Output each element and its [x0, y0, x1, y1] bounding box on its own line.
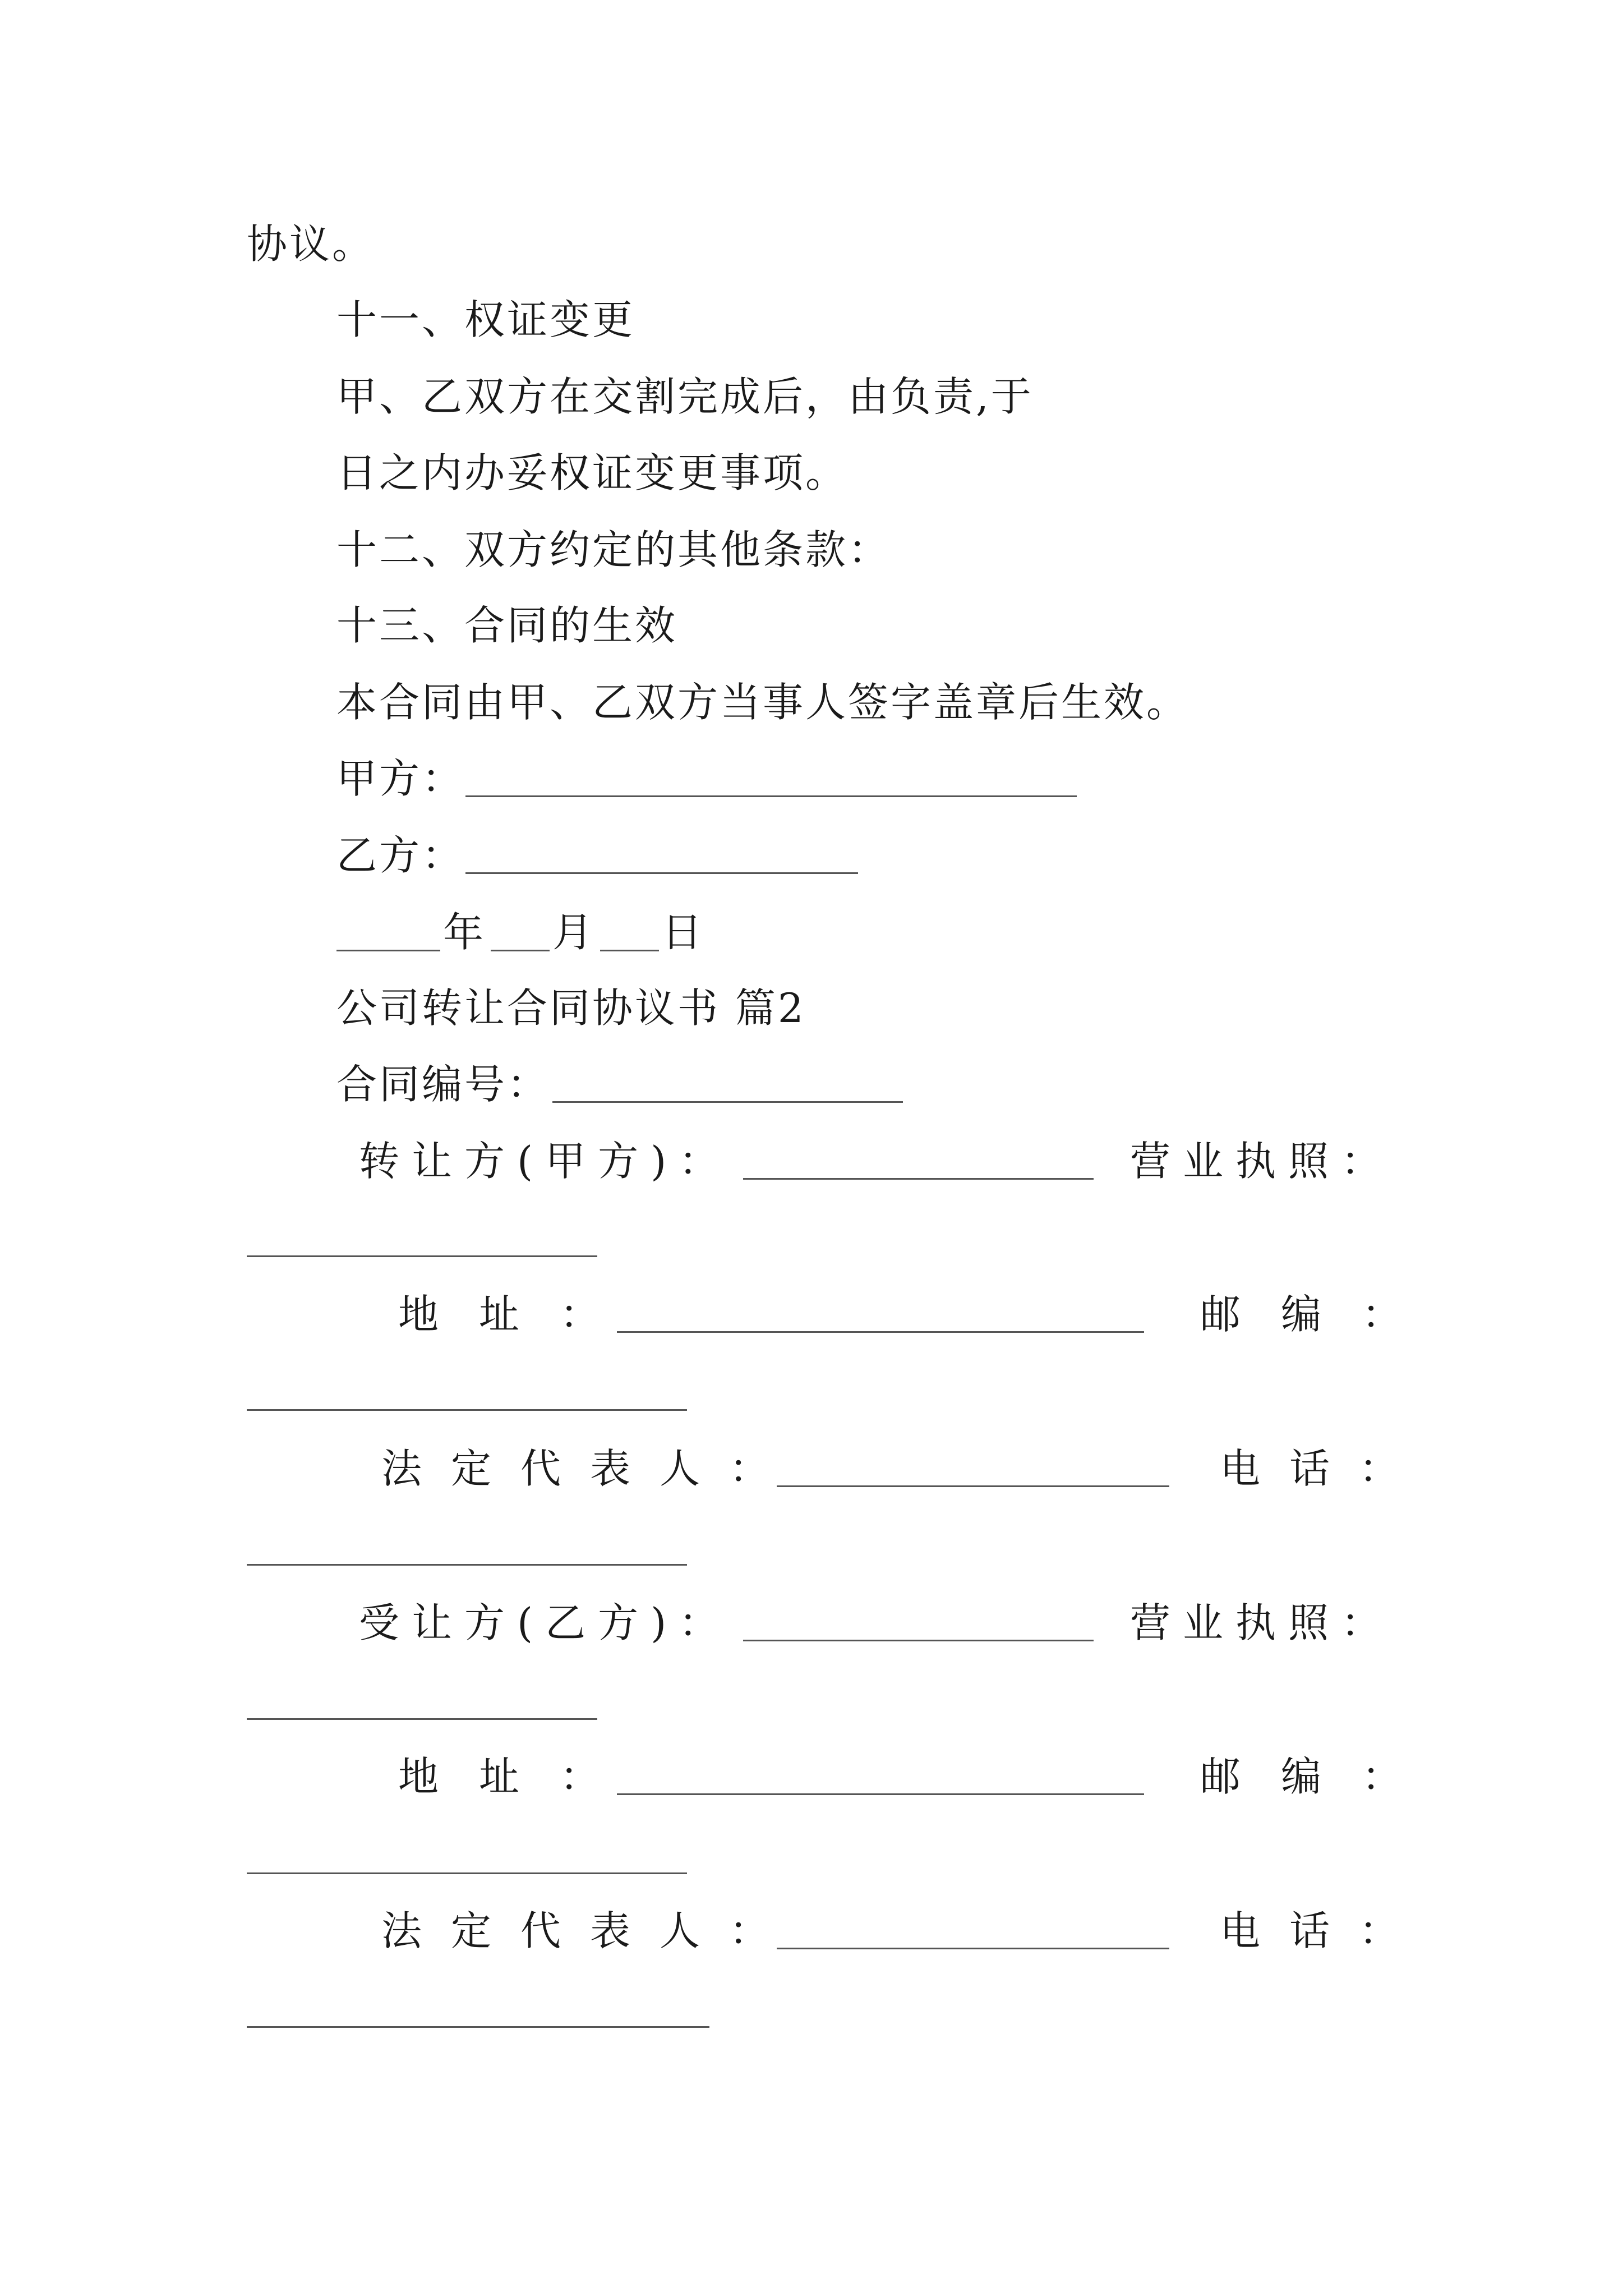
transferor-address-blank[interactable]	[617, 1331, 1144, 1333]
contract-no-label: 合同编号：	[336, 1061, 550, 1108]
party-a-blank[interactable]	[465, 795, 1077, 797]
transferor-phone-label: 电话：	[1220, 1445, 1429, 1492]
section-heading: 十一、权证变更	[336, 296, 635, 343]
text-line: 本合同由甲、乙双方当事人签字盖章后生效。	[336, 679, 1189, 726]
transferee-phone-label: 电话：	[1220, 1907, 1429, 1954]
transferor-legal-rep-label: 法定代表人：	[381, 1445, 799, 1492]
text-line: 协议。	[247, 220, 375, 268]
party-b-label: 乙方：	[336, 832, 465, 879]
transferor-blank[interactable]	[743, 1178, 1094, 1180]
transferee-label: 受让方(乙方)：	[359, 1599, 732, 1646]
transferor-address-label: 地址：	[398, 1291, 641, 1338]
transferee-phone-blank[interactable]	[247, 2026, 709, 2028]
transferee-address-blank[interactable]	[617, 1793, 1144, 1795]
transferee-blank[interactable]	[743, 1640, 1094, 1641]
transferee-license-blank[interactable]	[247, 1718, 597, 1720]
transferor-phone-blank[interactable]	[247, 1564, 687, 1566]
transferee-address-label: 地址：	[398, 1753, 641, 1800]
year-blank[interactable]	[336, 950, 440, 951]
day-label: 日	[662, 909, 705, 956]
year-label: 年	[443, 909, 486, 956]
month-label: 月	[552, 909, 596, 956]
transferor-legal-rep-blank[interactable]	[777, 1485, 1169, 1487]
transferor-license-blank[interactable]	[247, 1255, 597, 1257]
text-line: 日之内办妥权证变更事项。	[336, 449, 849, 496]
transferee-legal-rep-blank[interactable]	[777, 1948, 1169, 1949]
transferor-postcode-blank[interactable]	[247, 1409, 687, 1411]
transferee-legal-rep-label: 法定代表人：	[381, 1907, 799, 1954]
section-title: 公司转让合同协议书 篇2	[336, 984, 806, 1032]
transferor-label: 转让方(甲方)：	[359, 1138, 732, 1185]
text-line: 甲、乙双方在交割完成后，由负责,于	[336, 373, 1034, 420]
contract-no-blank[interactable]	[552, 1101, 903, 1103]
day-blank[interactable]	[600, 950, 659, 951]
transferee-postcode-label: 邮编：	[1200, 1753, 1443, 1800]
section-heading: 十三、合同的生效	[336, 602, 678, 649]
month-blank[interactable]	[491, 950, 550, 951]
transferor-postcode-label: 邮编：	[1200, 1291, 1443, 1338]
transferee-postcode-blank[interactable]	[247, 1872, 687, 1874]
section-heading: 十二、双方约定的其他条款：	[336, 526, 891, 573]
transferee-license-label: 营业执照：	[1130, 1599, 1394, 1646]
party-b-blank[interactable]	[465, 872, 858, 874]
transferor-license-label: 营业执照：	[1130, 1138, 1394, 1185]
party-a-label: 甲方：	[336, 755, 465, 802]
